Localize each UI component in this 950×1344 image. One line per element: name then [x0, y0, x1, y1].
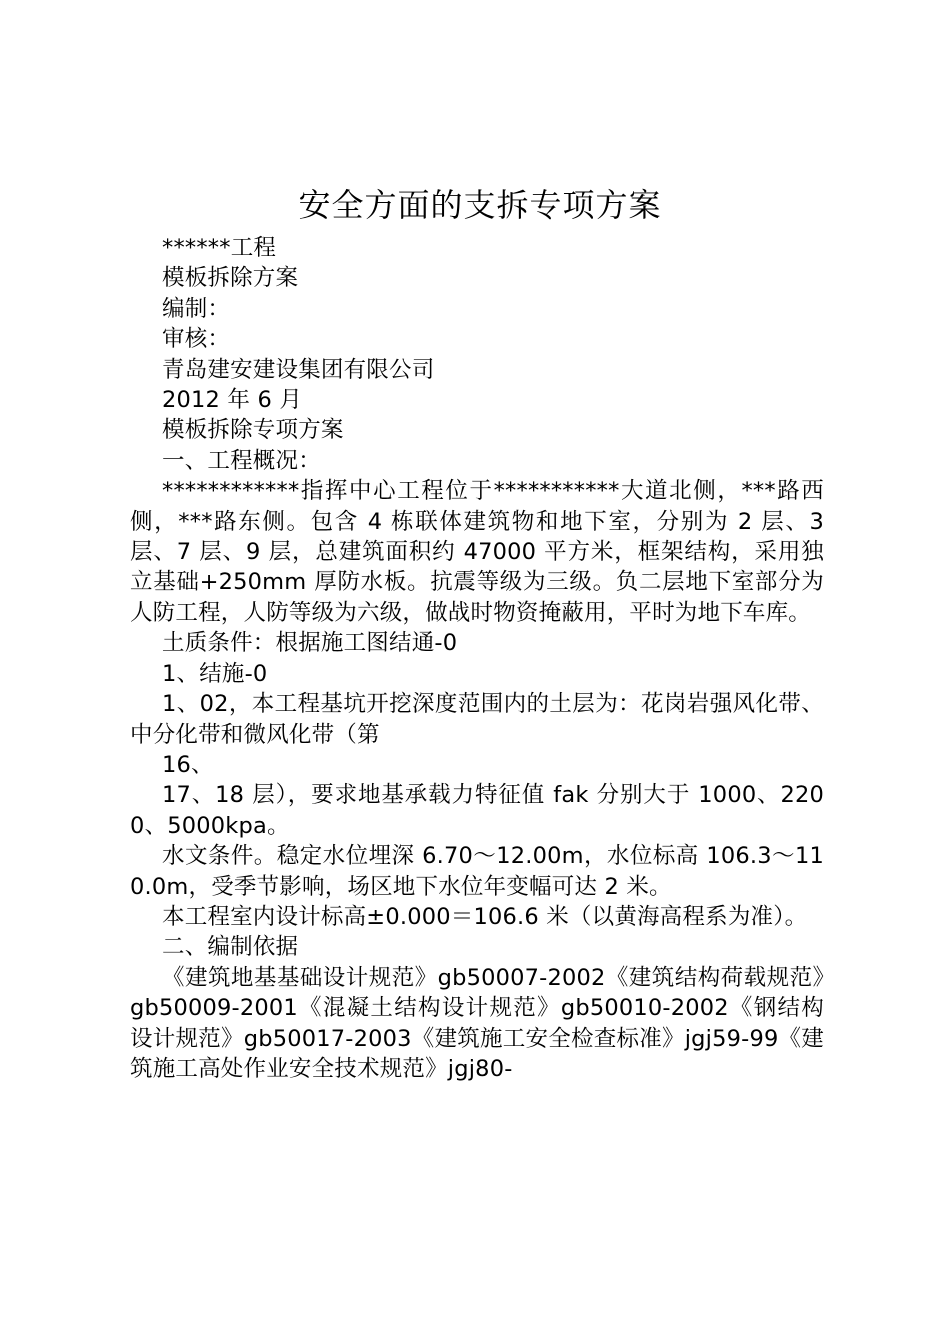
- plan-name-line: 模板拆除方案: [162, 265, 299, 292]
- reviewed-by-line: 审核：: [162, 326, 231, 353]
- section-heading-overview: 一、工程概况：: [162, 447, 321, 474]
- date-line: 2012 年 6 月: [162, 387, 303, 414]
- hydrology-paragraph: 水文条件。稳定水位埋深 6.70～12.00m，水位标高 106.3～110.0m，受季节影响，场区地下水位年变幅可达 2 米。: [130, 843, 824, 900]
- compiled-by-line: 编制：: [162, 295, 231, 322]
- document-body: [130, 233, 824, 1084]
- project-name-line: ******工程: [162, 235, 277, 261]
- document-title: 安全方面的支拆专项方案: [298, 186, 662, 224]
- section-subtitle: 模板拆除专项方案: [162, 417, 344, 444]
- soil-layers-paragraph: 1、02，本工程基坑开挖深度范围内的土层为：花岗岩强风化带、中分化带和微风化带（第: [130, 691, 824, 748]
- company-name-line: 青岛建安建设集团有限公司: [162, 356, 435, 383]
- overview-paragraph: ************指挥中心工程位于***********大道北侧，***路西侧，***路东侧。包含 4 栋联体建筑物和地下室，分别为 2 层、3 层、7 层、9 层，总建筑面积约 47000 平方米，框架结构，采用独立基础+250mm 厚防水板。抗震等级为三级。负二层地下室部分为人防工程，人防等级为六级，做战时物资掩蔽用，平时为地下车库。: [130, 478, 824, 626]
- soil-conditions-paragraph: 土质条件：根据施工图结通-0: [162, 630, 458, 657]
- standards-paragraph: 《建筑地基基础设计规范》gb50007-2002《建筑结构荷载规范》gb50009-2001《混凝土结构设计规范》gb50010-2002《钢结构设计规范》gb50017-2003《建筑施工安全检查标准》jgj59-99《建筑施工高处作业安全技术规范》jgj80-: [130, 964, 824, 1082]
- structure-ref-paragraph: 1、结施-0: [162, 660, 268, 687]
- layer-number-paragraph: 16、: [162, 751, 214, 778]
- section-heading-basis: 二、编制依据: [162, 934, 299, 961]
- elevation-paragraph: 本工程室内设计标高±0.000＝106.6 米（以黄海高程系为准）。: [162, 903, 808, 930]
- bearing-capacity-paragraph: 17、18 层），要求地基承载力特征值 fak 分别大于 1000、2200、5000kpa。: [130, 782, 824, 839]
